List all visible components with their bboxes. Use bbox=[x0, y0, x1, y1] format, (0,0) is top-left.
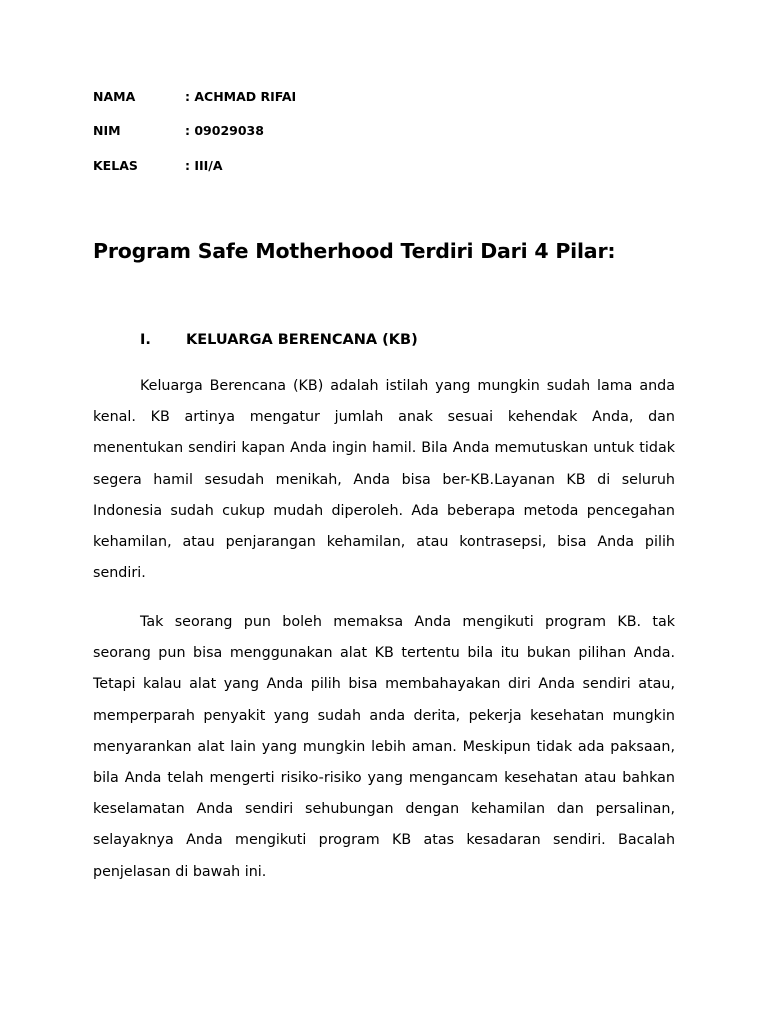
info-row-class bbox=[93, 158, 223, 174]
class-value: : III/A bbox=[185, 158, 223, 173]
document-title: Program Safe Motherhood Terdiri Dari 4 Pilar: bbox=[93, 239, 616, 263]
nim-value: : 09029038 bbox=[185, 123, 264, 138]
class-label: KELAS bbox=[93, 158, 138, 173]
section-numeral: I. bbox=[140, 332, 151, 348]
section-title: KELUARGA BERENCANA (KB) bbox=[186, 332, 418, 348]
section-heading bbox=[140, 330, 418, 350]
paragraph-2: Tak seorang pun boleh memaksa Anda mengikuti program KB. tak seorang pun bisa menggunakan alat KB tertentu bila itu bukan pilihan Anda. Tetapi kalau alat yang Anda pilih bisa membahayakan diri Anda sendiri atau, memperparah penyakit yang sudah anda derita, pekerja kesehatan mungkin menyarankan alat lain yang mungkin lebih aman. Meskipun tidak ada paksaan, bila Anda telah mengerti risiko-risiko yang mengancam kesehatan atau bahkan keselamatan Anda sendiri sehubungan dengan kehamilan dan persalinan, selayaknya Anda mengikuti program KB atas kesadaran sendiri. Bacalah penjelasan di bawah ini. bbox=[93, 614, 675, 880]
paragraph-1: Keluarga Berencana (KB) adalah istilah yang mungkin sudah lama anda kenal. KB artinya mengatur jumlah anak sesuai kehendak Anda, dan menentukan sendiri kapan Anda ingin hamil. Bila Anda memutuskan untuk tidak segera hamil sesudah menikah, Anda bisa ber-KB.Layanan KB di seluruh Indonesia sudah cukup mudah diperoleh. Ada beberapa metoda pencegahan kehamilan, atau penjarangan kehamilan, atau kontrasepsi, bisa Anda pilih sendiri. bbox=[93, 378, 675, 582]
info-row-name bbox=[93, 89, 296, 105]
info-row-nim bbox=[93, 123, 264, 139]
name-label: NAMA bbox=[93, 89, 136, 104]
nim-label: NIM bbox=[93, 123, 121, 138]
name-value: : ACHMAD RIFAI bbox=[185, 89, 297, 104]
